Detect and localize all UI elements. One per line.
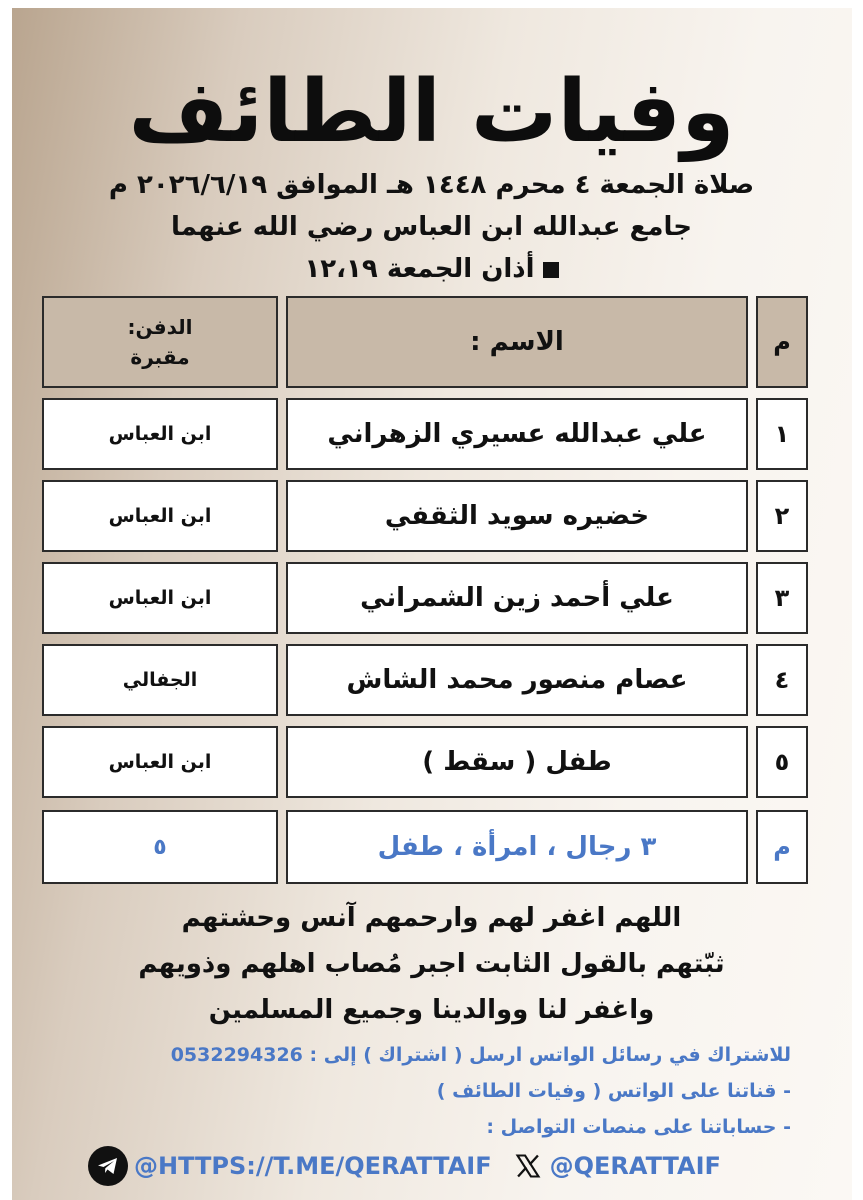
- total-count-cell: [42, 810, 278, 884]
- header-index-cell: [756, 296, 808, 388]
- header-burial-value: مقبرة: [130, 345, 190, 369]
- mosque-line: جامع عبدالله ابن العباس رضي الله عنهما: [171, 212, 692, 242]
- table-row-index: [756, 562, 808, 634]
- header-index-label: م: [773, 328, 791, 356]
- prayer-line-3: واغفر لنا ووالدينا وجميع المسلمين: [208, 995, 655, 1025]
- table-row-cemetery: [42, 480, 278, 552]
- deceased-name: خضيره سويد الثقفي: [384, 501, 650, 531]
- header-burial-label: الدفن:: [127, 315, 193, 339]
- x-logo-icon[interactable]: [514, 1152, 542, 1180]
- table-row-name: [286, 562, 748, 634]
- table-row-cemetery: [42, 398, 278, 470]
- telegram-icon[interactable]: [88, 1146, 128, 1186]
- social-links: [88, 1146, 721, 1186]
- table-row-name: [286, 726, 748, 798]
- table-row-name: [286, 480, 748, 552]
- deceased-name: عصام منصور محمد الشاش: [346, 665, 688, 695]
- whatsapp-channel-info: - قناتنا على الواتس ( وفيات الطائف ): [436, 1080, 791, 1102]
- cemetery-name: ابن العباس: [108, 423, 212, 445]
- telegram-link[interactable]: @HTTPS://T.ME/QERATTAIF: [134, 1152, 492, 1180]
- row-index: ٥: [774, 748, 790, 776]
- deceased-name: طفل ( سقط ): [422, 747, 612, 777]
- header-name-cell: [286, 296, 748, 388]
- poster-title: وفيات الطائف: [128, 62, 735, 162]
- row-index: ١: [774, 420, 790, 448]
- square-bullet-icon: [543, 262, 559, 278]
- cemetery-name: الجفالي: [122, 669, 198, 691]
- cemetery-name: ابن العباس: [108, 587, 212, 609]
- deceased-name: علي أحمد زين الشمراني: [360, 583, 674, 613]
- adhan-time-text: أذان الجمعة ١٢،١٩: [304, 254, 535, 284]
- total-index-cell: [756, 810, 808, 884]
- total-count: ٥: [153, 834, 167, 860]
- total-summary-cell: [286, 810, 748, 884]
- cemetery-name: ابن العباس: [108, 505, 212, 527]
- header-name-label: الاسم :: [470, 327, 564, 357]
- row-index: ٢: [774, 502, 790, 530]
- table-row-name: [286, 644, 748, 716]
- cemetery-name: ابن العباس: [108, 751, 212, 773]
- prayer-date-line: صلاة الجمعة ٤ محرم ١٤٤٨ هـ الموافق ٢٠٢٦/٦/١٩ م: [108, 170, 755, 200]
- adhan-time-line: [0, 252, 863, 286]
- table-row-index: [756, 398, 808, 470]
- table-row-index: [756, 480, 808, 552]
- table-row-index: [756, 726, 808, 798]
- prayer-line-2: ثبّتهم بالقول الثابت اجبر مُصاب اهلهم وذويهم: [138, 949, 725, 979]
- x-account-link[interactable]: @QERATTAIF: [549, 1152, 721, 1180]
- header-burial-cell: [42, 296, 278, 388]
- total-index: م: [773, 833, 791, 861]
- table-row-cemetery: [42, 562, 278, 634]
- table-row-cemetery: [42, 726, 278, 798]
- table-row-name: [286, 398, 748, 470]
- prayer-line-1: اللهم اغفر لهم وارحمهم آنس وحشتهم: [181, 903, 682, 933]
- deceased-name: علي عبدالله عسيري الزهراني: [327, 419, 707, 449]
- total-summary: ٣ رجال ، امرأة ، طفل: [377, 832, 657, 862]
- row-index: ٣: [774, 584, 790, 612]
- row-index: ٤: [774, 666, 790, 694]
- table-row-cemetery: [42, 644, 278, 716]
- social-accounts-info: - حساباتنا على منصات التواصل :: [486, 1116, 791, 1138]
- table-row-index: [756, 644, 808, 716]
- subscribe-info: للاشتراك في رسائل الواتس ارسل ( اشتراك ) إلى : 0532294326: [170, 1044, 791, 1066]
